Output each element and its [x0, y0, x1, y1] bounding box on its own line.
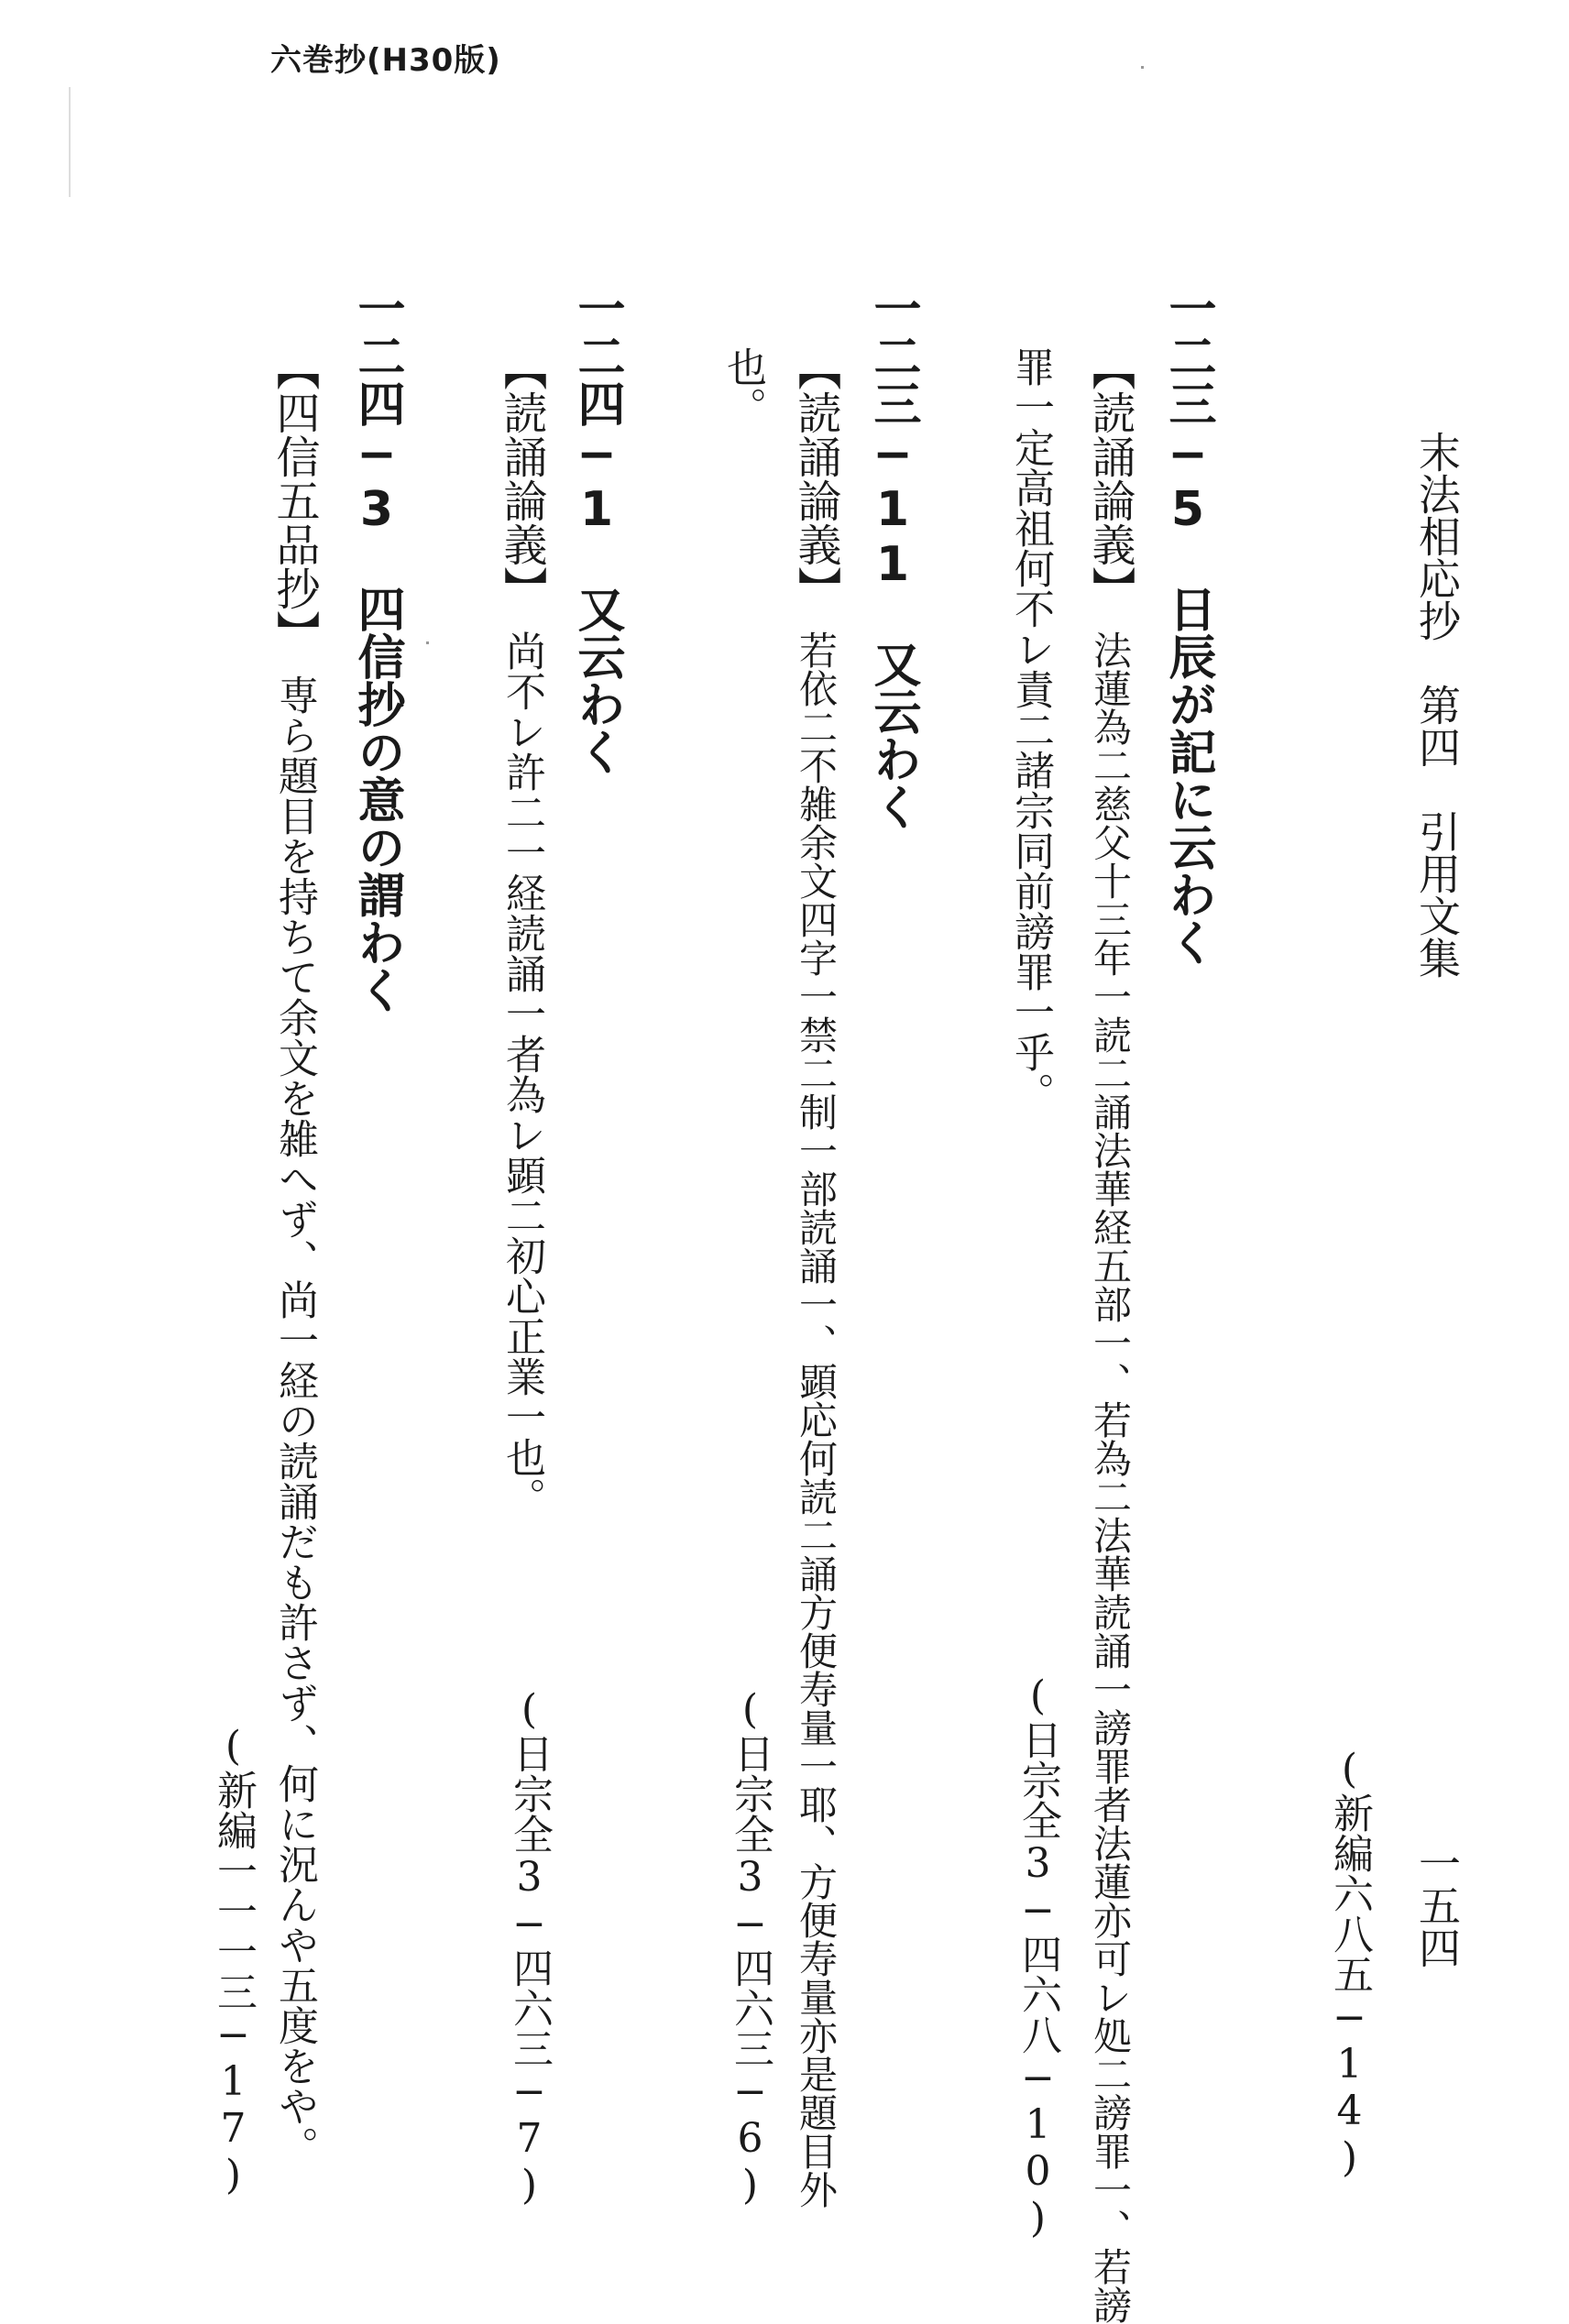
section-1-citation: (日宗全3−四六八−10)	[1015, 1672, 1061, 2242]
section-1-tag: 【読誦論義】	[1084, 346, 1136, 610]
section-1-text-2: 罪一定高祖何不レ責二諸宗同前謗罪一乎。	[1007, 346, 1054, 1113]
section-4-line-1	[269, 346, 320, 2166]
section-3-text-1: 尚不レ許二一経読誦一者為レ顕二初心正業一也。	[499, 630, 545, 1518]
section-4-text-1: 専ら題目を持ちて余文を雑へず、尚一経の読誦だも許さず、何に況んや五度をや。	[271, 674, 318, 2166]
section-1-line-1	[1084, 346, 1136, 2324]
scan-edge-mark	[69, 87, 71, 197]
document-corner-label: 六巻抄(H30版)	[270, 42, 501, 79]
section-4-heading: 一二四−3 四信抄の意の謂わく	[349, 284, 404, 1014]
scan-speck	[1141, 66, 1144, 69]
page-number: 一五四	[1412, 1842, 1462, 1968]
section-3-line-1	[496, 346, 547, 1518]
section-2-text-2: 也。	[719, 346, 766, 427]
section-3-citation: (日宗全3−四六三−7)	[506, 1686, 553, 2209]
section-3-tag: 【読誦論義】	[496, 346, 547, 610]
section-2-tag: 【読誦論義】	[790, 346, 841, 610]
section-2-text-1: 若依二不雑余文四字一禁二制一部読誦一、顕応何読二誦方便寿量一耶、方便寿量亦是題目外	[794, 630, 839, 2209]
section-4-tag: 【四信五品抄】	[269, 346, 320, 654]
section-2-line-2	[720, 346, 764, 427]
section-1-top-citation: (新編六八五−14)	[1326, 1746, 1373, 2181]
section-2-heading: 一二三−11 又云わく	[865, 284, 920, 830]
scan-speck	[426, 641, 429, 644]
section-4-citation: (新編一一一三−17)	[210, 1723, 257, 2198]
section-1-heading: 一二三−5 日辰が記に云わく	[1160, 284, 1215, 966]
section-3-heading: 一二四−1 又云わく	[569, 284, 624, 775]
section-2-line-1	[790, 346, 841, 2209]
running-head-title: 末法相応抄 第四 引用文集	[1412, 431, 1462, 979]
section-1-line-2	[1008, 346, 1052, 1113]
section-1-text-1: 法蓮為二慈父十三年一読二誦法華経五部一、若為二法華読誦一謗罪者法蓮亦可レ処二謗罪一、若謗	[1088, 630, 1133, 2324]
section-2-citation: (日宗全3−四六三−6)	[727, 1686, 774, 2209]
